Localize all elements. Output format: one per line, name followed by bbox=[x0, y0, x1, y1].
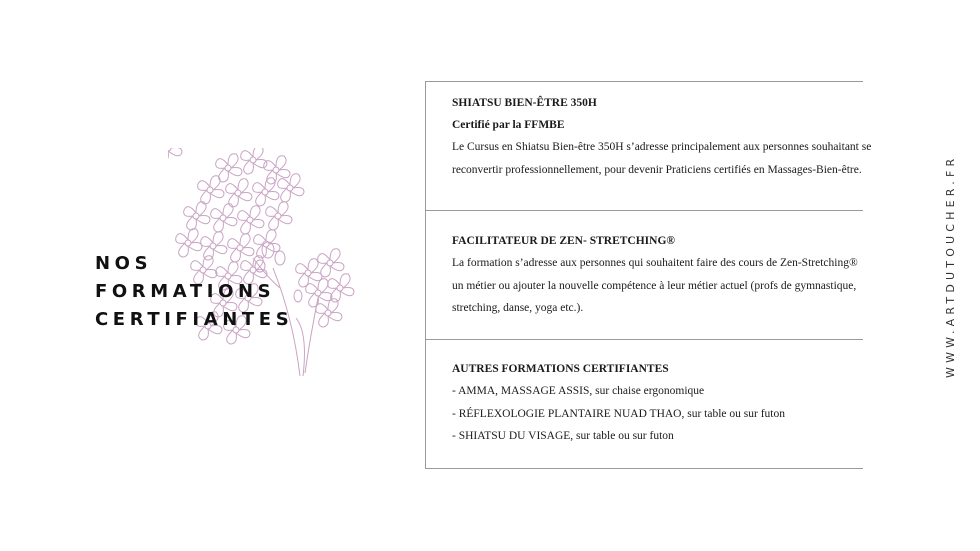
list-item: - AMMA, MASSAGE ASSIS, sur chaise ergonomique bbox=[452, 385, 705, 397]
section-heading bbox=[95, 250, 293, 334]
divider-top bbox=[426, 81, 863, 82]
section-autres bbox=[452, 358, 872, 448]
section-shiatsu-body: Le Cursus en Shiatsu Bien-être 350H s’adresse principalement aux personnes souhaitant se reconvertir professionnellement, pour devenir Praticiens certifiés en Massages-Bien-être. bbox=[452, 141, 872, 176]
section-autres-title: AUTRES FORMATIONS CERTIFIANTES bbox=[452, 363, 669, 375]
divider-1 bbox=[426, 210, 863, 211]
section-zen-body: La formation s’adresse aux personnes qui souhaitent faire des cours de Zen-Stretching® un métier ou ajouter la nouvelle compétence à leur métier actuel (profs de gymnastique, stretching, danse, yoga etc.). bbox=[452, 257, 858, 314]
section-shiatsu-title: SHIATSU BIEN-ÊTRE 350H bbox=[452, 97, 597, 109]
heading-line-2: FORMATIONS bbox=[95, 281, 276, 302]
divider-2 bbox=[426, 339, 863, 340]
section-zen-title: FACILITATEUR DE ZEN- STRETCHING® bbox=[452, 235, 675, 247]
list-item: - SHIATSU DU VISAGE, sur table ou sur futon bbox=[452, 430, 674, 442]
heading-line-1: NOS bbox=[95, 253, 153, 274]
website-url: WWW.ARTDUTOUCHER.FR bbox=[944, 154, 957, 378]
list-item: - RÉFLEXOLOGIE PLANTAIRE NUAD THAO, sur table ou sur futon bbox=[452, 407, 785, 420]
heading-line-3: CERTIFIANTES bbox=[95, 309, 294, 330]
section-shiatsu bbox=[452, 92, 872, 181]
formations-panel bbox=[425, 81, 872, 469]
section-shiatsu-subtitle: Certifié par la FFMBE bbox=[452, 119, 565, 131]
section-zen-stretching bbox=[452, 230, 872, 320]
divider-bottom bbox=[426, 468, 863, 469]
